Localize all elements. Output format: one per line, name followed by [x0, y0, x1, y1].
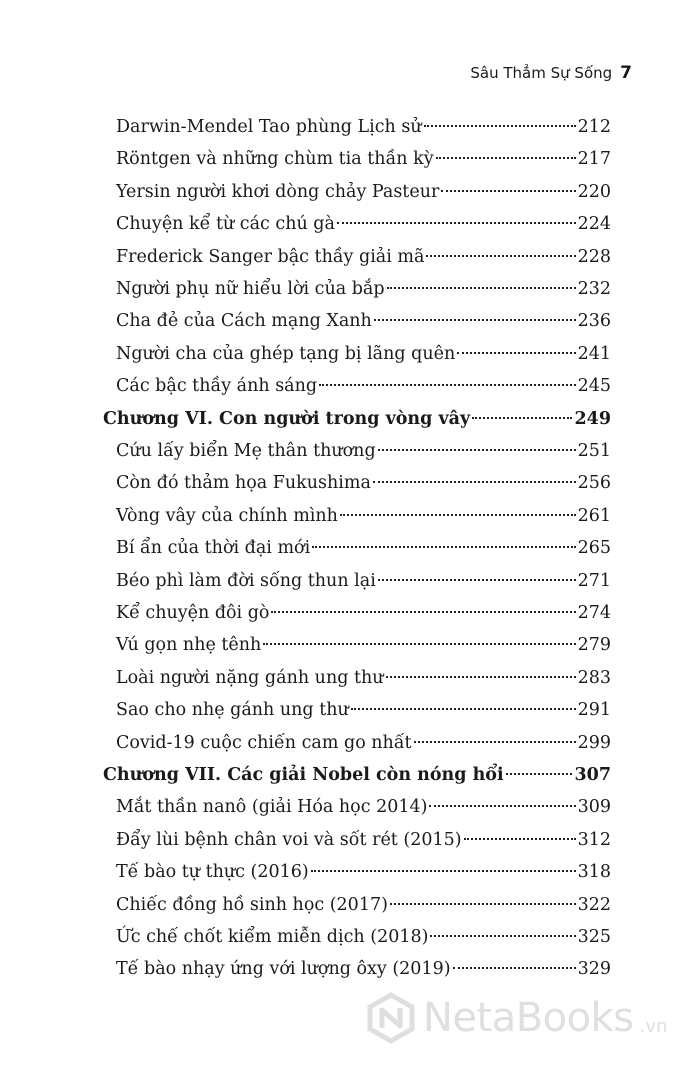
toc-title: Yersin người khơi dòng chảy Pasteur — [116, 181, 440, 202]
toc-title: Tế bào nhạy ứng với lượng ôxy (2019) — [116, 959, 451, 980]
watermark-suffix: .vn — [639, 1015, 668, 1037]
dot-leader — [429, 805, 575, 807]
dot-leader — [271, 611, 575, 613]
toc-page-number: 251 — [577, 441, 611, 461]
dot-leader — [436, 157, 576, 159]
toc-title: Kể chuyện đôi gò — [116, 603, 270, 623]
toc-title: Chương VII. Các giải Nobel còn nóng hổi — [103, 765, 504, 785]
dot-leader — [311, 870, 576, 872]
toc-page-number: 245 — [577, 376, 611, 397]
toc-page-number: 329 — [577, 959, 611, 980]
dot-leader — [378, 579, 576, 581]
dot-leader — [373, 481, 576, 483]
toc-entry — [116, 145, 611, 173]
toc-page-number: 279 — [577, 635, 611, 656]
dot-leader — [319, 384, 576, 386]
dot-leader — [337, 222, 576, 224]
toc-page-number: 283 — [577, 667, 611, 688]
toc-page-number: 291 — [577, 700, 611, 721]
toc-title: Bí ẩn của thời đại mới — [116, 538, 311, 559]
dot-leader — [374, 319, 576, 321]
dot-leader — [378, 449, 576, 451]
toc-title: Chương VI. Con người trong vòng vây — [103, 408, 471, 429]
toc-title: Các bậc thầy ánh sáng — [116, 376, 318, 397]
toc-title: Chuyện kể từ các chú gà — [116, 214, 335, 235]
toc-page-number: 241 — [577, 343, 611, 364]
toc-page-number: 309 — [577, 797, 611, 818]
toc-entry — [116, 113, 611, 141]
toc-page-number: 228 — [577, 246, 611, 267]
toc-entry — [116, 534, 611, 562]
toc-page-number: 256 — [577, 473, 611, 494]
toc-title: Cha đẻ của Cách mạng Xanh — [116, 311, 372, 332]
toc-entry — [116, 923, 611, 951]
toc-page-number: 274 — [577, 603, 611, 623]
netabooks-logo-icon — [365, 992, 417, 1044]
toc-entry — [116, 243, 611, 271]
toc-title: Còn đó thảm họa Fukushima — [116, 473, 371, 494]
toc-entry — [116, 469, 611, 497]
toc-title: Röntgen và những chùm tia thần kỳ — [116, 149, 434, 170]
dot-leader — [424, 125, 576, 127]
dot-leader — [351, 708, 576, 710]
toc-page-number: 265 — [577, 538, 611, 559]
toc-title: Frederick Sanger bậc thầy giải mã — [116, 246, 425, 267]
toc-page-number: 212 — [577, 117, 611, 137]
dot-leader — [312, 546, 575, 548]
toc-title: Chiếc đồng hồ sinh học (2017) — [116, 894, 388, 915]
dot-leader — [441, 190, 575, 192]
toc-title: Người cha của ghép tạng bị lãng quên — [116, 343, 456, 364]
toc-chapter — [103, 761, 611, 789]
toc-page-number: 325 — [577, 927, 611, 947]
dot-leader — [506, 773, 573, 775]
toc-entry — [116, 372, 611, 400]
dot-leader — [340, 514, 576, 516]
toc-entry — [116, 567, 611, 595]
toc-title: Sao cho nhẹ gánh ung thư — [116, 700, 349, 721]
dot-leader — [414, 741, 576, 743]
toc-entry — [116, 340, 611, 368]
dot-leader — [386, 676, 576, 678]
toc-title: Béo phì làm đời sống thun lại — [116, 570, 376, 591]
toc-chapter — [103, 405, 611, 433]
dot-leader — [387, 287, 576, 289]
toc-page-number: 220 — [577, 181, 611, 202]
toc-entry — [116, 729, 611, 757]
toc-page-number: 249 — [574, 408, 611, 429]
toc-title: Đẩy lùi bệnh chân voi và sốt rét (2015) — [116, 829, 462, 850]
toc-title: Loài người nặng gánh ung thư — [116, 667, 384, 688]
toc-entry — [116, 178, 611, 206]
toc-title: Vú gọn nhẹ tênh — [116, 635, 262, 656]
toc-entry — [116, 307, 611, 335]
page-number: 7 — [620, 63, 632, 83]
dot-leader — [430, 935, 575, 937]
toc-page-number: 236 — [577, 311, 611, 332]
toc-page-number: 312 — [577, 829, 611, 850]
toc-page-number: 261 — [577, 505, 611, 526]
book-title: Sâu Thẳm Sự Sống — [470, 64, 613, 82]
toc-page-number: 224 — [577, 214, 611, 235]
toc-entry — [116, 891, 611, 919]
dot-leader — [263, 643, 575, 645]
toc-entry — [116, 955, 611, 983]
toc-entry — [116, 275, 611, 303]
toc-page-number: 322 — [577, 894, 611, 915]
toc-page-number: 299 — [577, 732, 611, 753]
toc-entry — [116, 826, 611, 854]
toc-page-number: 232 — [577, 279, 611, 299]
toc-title: Covid-19 cuộc chiến cam go nhất — [116, 732, 412, 753]
watermark-brand: NetaBooks — [423, 995, 634, 1041]
toc-entry — [116, 631, 611, 659]
toc-entry — [116, 696, 611, 724]
dot-leader — [390, 903, 576, 905]
dot-leader — [472, 417, 572, 419]
toc-entry — [116, 502, 611, 530]
dot-leader — [453, 967, 576, 969]
toc-entry — [116, 437, 611, 465]
toc-entry — [116, 793, 611, 821]
toc-entry — [116, 858, 611, 886]
toc-title: Cứu lấy biển Mẹ thân thương — [116, 441, 376, 461]
dot-leader — [426, 255, 575, 257]
dot-leader — [464, 838, 576, 840]
toc-title: Darwin-Mendel Tao phùng Lịch sử — [116, 117, 422, 137]
toc-title: Vòng vây của chính mình — [116, 505, 338, 526]
watermark — [365, 992, 667, 1044]
dot-leader — [457, 352, 575, 354]
toc-entry — [116, 210, 611, 238]
toc-title: Tế bào tự thực (2016) — [116, 862, 309, 883]
toc-title: Người phụ nữ hiểu lời của bắp — [116, 279, 385, 299]
toc-page-number: 271 — [577, 570, 611, 591]
toc-entry — [116, 599, 611, 627]
running-head — [470, 63, 632, 83]
toc-entry — [116, 664, 611, 692]
toc-title: Ức chế chốt kiểm miễn dịch (2018) — [116, 927, 429, 947]
toc-page-number: 318 — [577, 862, 611, 883]
toc-title: Mắt thần nanô (giải Hóa học 2014) — [116, 797, 428, 818]
toc-page-number: 307 — [574, 765, 611, 785]
toc-page-number: 217 — [577, 149, 611, 170]
